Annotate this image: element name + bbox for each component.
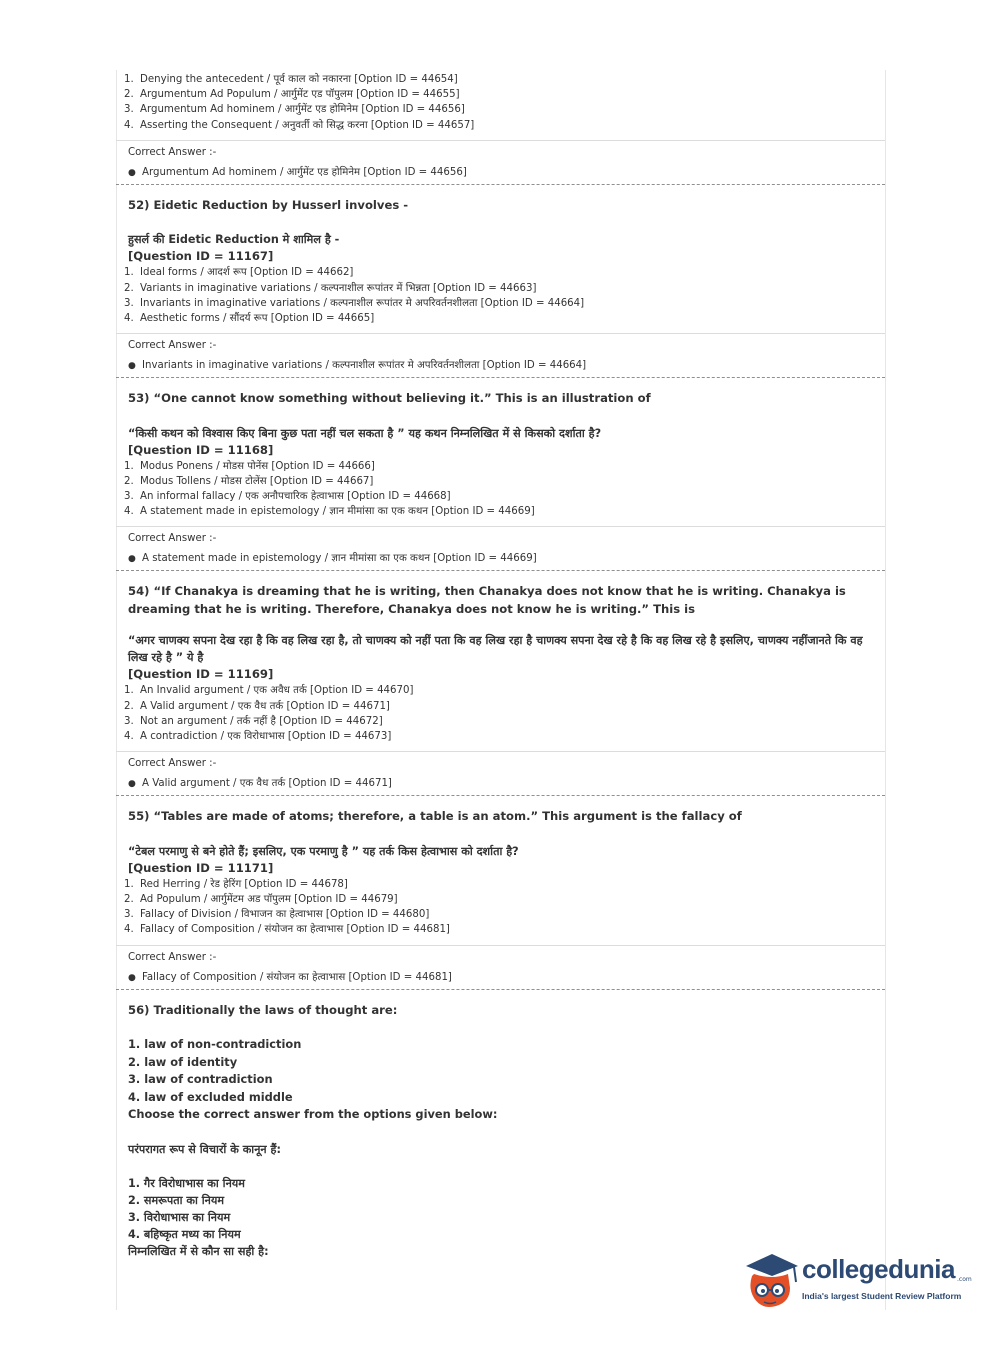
question-title: 52) Eidetic Reduction by Husserl involves - (128, 197, 409, 212)
statement-list (128, 1036, 873, 1106)
options-list (116, 459, 885, 520)
option-item: 2. Variants in imaginative variations / कल्पनाशील रूपांतर में भिन्नता [Option ID = 44663] (124, 282, 537, 294)
mascot-icon (742, 1248, 802, 1314)
option-item: 3. Not an argument / तर्क नहीं है [Option ID = 44672] (124, 715, 383, 727)
statement-item: 4. law of excluded middle (128, 1089, 293, 1104)
correct-answer: ● A Valid argument / एक वैध तर्क [Option ID = 44671] (128, 778, 392, 790)
option-item: 3. Argumentum Ad hominem / आर्गुमेंट एड होमिनेम [Option ID = 44656] (124, 104, 465, 116)
option-item: 4. Aesthetic forms / सौंदर्य रूप [Option ID = 44665] (124, 312, 375, 324)
statement-item: 4. बहिष्कृत मध्य का नियम (128, 1227, 241, 1241)
option-item: 1. An Invalid argument / एक अवैध तर्क [Option ID = 44670] (124, 685, 414, 697)
options-list (116, 877, 885, 938)
question-54 (116, 571, 885, 683)
option-item: 2. Argumentum Ad Populum / आर्गुमेंट एड पॉपुलम [Option ID = 44655] (124, 89, 460, 101)
question-title: 53) “One cannot know something without believing it.” This is an illustration of (128, 391, 651, 406)
option-item: 2. A Valid argument / एक वैध तर्क [Option ID = 44671] (124, 700, 390, 712)
question-id: [Question ID = 11171] (128, 860, 274, 875)
correct-answer-label: Correct Answer :- (128, 758, 217, 770)
options-list (116, 70, 885, 133)
question-title: 54) “If Chanakya is dreaming that he is writing, then Chanakya does not know that he is writing. Chanakya is dreaming that he is writing. Therefore, Chanakya does not know he is writing.” This is (128, 584, 846, 616)
options-list (116, 265, 885, 326)
statement-item: 1. गैर विरोधाभास का नियम (128, 1176, 245, 1190)
option-item: 3. Fallacy of Division / विभाजन का हेत्वाभास [Option ID = 44680] (124, 909, 430, 921)
statement-item: 2. law of identity (128, 1054, 238, 1069)
option-item: 4. A statement made in epistemology / ज्ञान मीमांसा का एक कथन [Option ID = 44669] (124, 506, 535, 518)
statement-item: 3. विरोधाभास का नियम (128, 1210, 231, 1224)
statement-item: 2. समरूपता का नियम (128, 1193, 225, 1207)
correct-answer-box (116, 141, 885, 184)
option-item: 3. An informal fallacy / एक अनौपचारिक हेत्वाभास [Option ID = 44668] (124, 491, 451, 503)
logo-domain: .com (957, 1276, 972, 1283)
correct-answer-box (116, 334, 885, 377)
question-hindi: परंपरागत रूप से विचारों के कानून हैं: (128, 1142, 281, 1156)
question-56 (116, 990, 885, 1260)
option-item: 4. Asserting the Consequent / अनुवर्ती को सिद्ध करना [Option ID = 44657] (124, 119, 475, 131)
logo-tagline: India's largest Student Review Platform (802, 1291, 962, 1301)
question-53 (116, 378, 885, 459)
option-item: 4. Fallacy of Composition / संयोजन का हेत्वाभास [Option ID = 44681] (124, 924, 450, 936)
question-id: [Question ID = 11168] (128, 442, 274, 457)
question-hindi: हुसर्ल की Eidetic Reduction मे शामिल है - (128, 233, 340, 247)
instruction-hindi: निम्नलिखित में से कौन सा सही है: (128, 1244, 269, 1258)
correct-answer-box (116, 527, 885, 570)
option-item: 2. Modus Tollens / मोडस टोलेंस [Option ID = 44667] (124, 475, 374, 487)
option-item: 1. Modus Ponens / मोडस पोनेंस [Option ID = 44666] (124, 460, 375, 472)
question-title: 56) Traditionally the laws of thought are: (128, 1002, 398, 1017)
correct-answer-box (116, 946, 885, 989)
question-hindi: “किसी कथन को विश्वास किए बिना कुछ पता नहीं चल सकता है ” यह कथन निम्नलिखित में से किसको दर्शाता है? (128, 426, 602, 440)
statement-item: 3. law of contradiction (128, 1072, 273, 1087)
question-paper (116, 70, 885, 1260)
correct-answer: ● Argumentum Ad hominem / आर्गुमेंट एड होमिनेम [Option ID = 44656] (128, 166, 467, 178)
question-title: 55) “Tables are made of atoms; therefore, a table is an atom.” This argument is the fallacy of (128, 809, 742, 824)
instruction: Choose the correct answer from the options given below: (128, 1107, 498, 1122)
correct-answer: ● Invariants in imaginative variations / कल्पनाशील रूपांतर मे अपरिवर्तनशीलता [Option ID = 44664] (128, 360, 587, 372)
option-item: 3. Invariants in imaginative variations / कल्पनाशील रूपांतर मे अपरिवर्तनशीलता [Option ID = 44664] (124, 297, 585, 309)
correct-answer: ● A statement made in epistemology / ज्ञान मीमांसा का एक कथन [Option ID = 44669] (128, 553, 537, 565)
question-id: [Question ID = 11169] (128, 667, 274, 682)
statement-list-hindi (128, 1175, 873, 1243)
correct-answer-label: Correct Answer :- (128, 146, 217, 158)
question-hindi: “अगर चाणक्य सपना देख रहा है कि वह लिख रहा है, तो चाणक्य को नहीं पता कि वह लिख रहा है चाणक्य सपना देख रहे है कि वह लिख रहे है इसलिए, चाणक्य नहींजानते कि वह लिख रहे है ” ये है (128, 634, 863, 665)
correct-answer-label: Correct Answer :- (128, 951, 217, 963)
option-item: 1. Ideal forms / आदर्श रूप [Option ID = 44662] (124, 267, 354, 279)
question-52 (116, 185, 885, 266)
option-item: 1. Denying the antecedent / पूर्व काल को नकारना [Option ID = 44654] (124, 74, 458, 85)
correct-answer-box (116, 752, 885, 795)
option-item: 1. Red Herring / रेड हेरिंग [Option ID = 44678] (124, 878, 348, 890)
correct-answer-label: Correct Answer :- (128, 533, 217, 545)
correct-answer: ● Fallacy of Composition / संयोजन का हेत्वाभास [Option ID = 44681] (128, 971, 452, 983)
collegedunia-logo (742, 1248, 972, 1314)
question-hindi: “टेबल परमाणु से बने होते हैं; इसलिए, एक परमाणु है ” यह तर्क किस हेत्वाभास को दर्शाता है? (128, 844, 519, 858)
question-51 (116, 70, 885, 185)
option-item: 4. A contradiction / एक विरोधाभास [Option ID = 44673] (124, 731, 392, 743)
statement-item: 1. law of non-contradiction (128, 1037, 302, 1052)
question-55 (116, 796, 885, 877)
option-item: 2. Ad Populum / आर्गुमेंटम अड पॉपुलम [Option ID = 44679] (124, 893, 398, 905)
logo-wordmark: collegedunia (802, 1254, 955, 1284)
options-list (116, 683, 885, 744)
question-id: [Question ID = 11167] (128, 249, 274, 264)
correct-answer-label: Correct Answer :- (128, 340, 217, 352)
